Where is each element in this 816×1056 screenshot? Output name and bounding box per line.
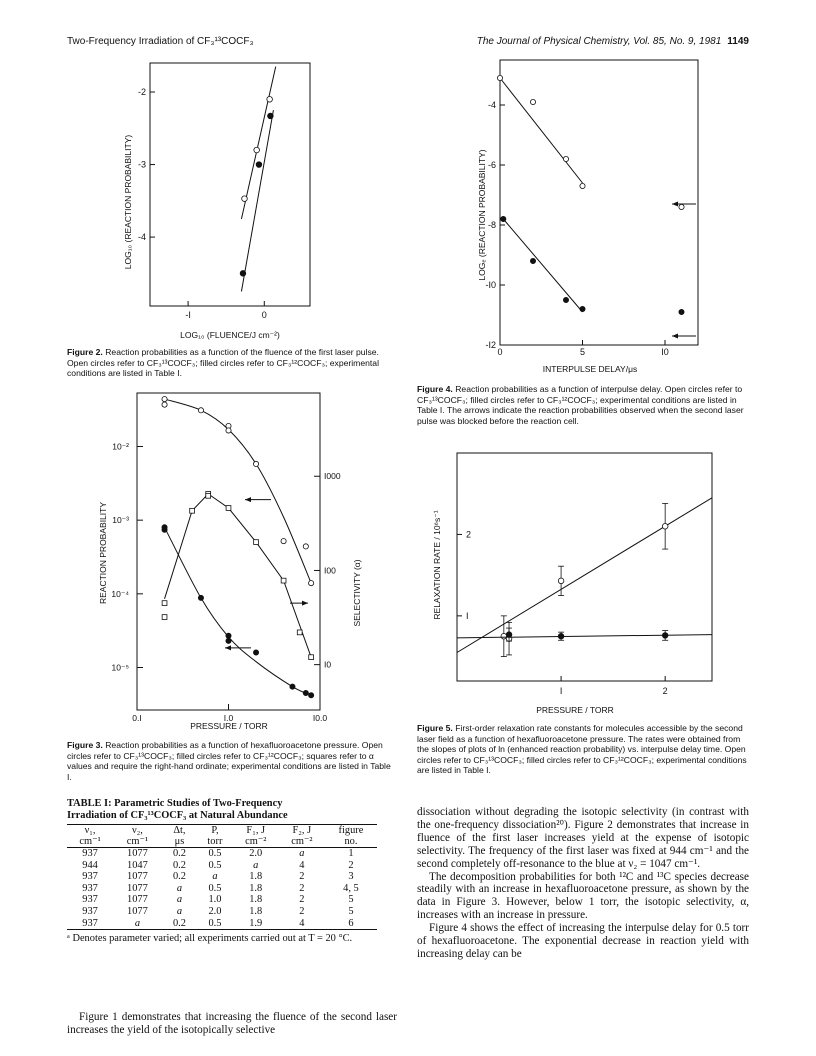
data-point — [226, 428, 231, 433]
y2-tick-label: I000 — [324, 471, 341, 482]
selectivity-line — [165, 494, 312, 657]
x-tick-label: 0.I — [132, 713, 142, 723]
page-number: 1149 — [727, 36, 749, 47]
y-tick-label: I — [466, 610, 469, 621]
figure-5-ylabel: RELAXATION RATE / 10⁶s⁻¹ — [432, 510, 442, 620]
table-cell: 1.9 — [233, 918, 279, 930]
data-point — [254, 540, 259, 545]
table-cell: 1.8 — [249, 882, 263, 894]
table-cell: a — [176, 882, 183, 894]
plot-frame — [137, 393, 320, 710]
figure-2-caption-label: Figure 2. — [67, 347, 103, 357]
y-tick-label: -I0 — [485, 280, 496, 290]
table-1-title-line2: Irradiation of CF₃¹³COCF₃ at Natural Abundance — [67, 810, 288, 821]
table-cell: 1077 — [127, 871, 148, 883]
data-point — [240, 271, 246, 277]
table-cell: 0.5 — [208, 848, 222, 859]
y-tick-label: 10⁻⁵ — [111, 662, 129, 673]
table-cell: 937 — [82, 882, 98, 894]
data-point — [281, 538, 286, 543]
data-point — [309, 693, 314, 698]
table-cell: 6 — [325, 918, 377, 930]
table-cell: a — [299, 848, 305, 859]
data-point — [242, 196, 248, 202]
data-point — [206, 493, 211, 498]
data-point — [226, 506, 231, 511]
figure-3-xlabel: PRESSURE / TORR — [190, 721, 268, 731]
figure-5-caption-label: Figure 5. — [417, 723, 453, 733]
y-tick-label: -6 — [487, 160, 496, 170]
data-point — [297, 630, 302, 635]
data-point — [558, 633, 564, 639]
table-row — [67, 848, 377, 860]
table-cell: 0.2 — [172, 848, 186, 859]
figure-2-chart — [95, 58, 330, 343]
x-tick-label: 5 — [579, 347, 586, 357]
table-cell: 937 — [82, 905, 98, 917]
data-point — [501, 633, 507, 639]
table-header-cell: cm⁻¹ — [67, 836, 113, 848]
x-tick-label: I.0 — [223, 713, 234, 723]
table-cell: 4 — [299, 859, 305, 871]
table-header-cell: cm⁻¹ — [113, 836, 162, 848]
table-cell: 1.0 — [208, 894, 222, 906]
table-cell: 0.5 — [197, 918, 233, 930]
plot-frame — [500, 60, 698, 345]
table-row — [67, 918, 377, 930]
data-point — [580, 306, 585, 311]
table-cell: 5 — [348, 894, 354, 906]
data-point — [190, 508, 195, 513]
table-cell: 1.8 — [249, 871, 263, 883]
table-cell: 0.2 — [162, 918, 197, 930]
table-row — [67, 871, 377, 883]
data-point — [226, 638, 231, 643]
data-point — [506, 632, 512, 638]
data-point — [309, 655, 314, 660]
table-header-cell: F₁, J — [233, 825, 279, 837]
table-cell: 937 — [82, 871, 98, 883]
figure-5-xlabel: PRESSURE / TORR — [536, 705, 614, 715]
filled-fit-curve — [165, 527, 312, 695]
y2-tick-label: I00 — [324, 565, 336, 576]
table-cell: a — [176, 905, 183, 917]
data-point — [226, 633, 231, 638]
data-point — [679, 309, 684, 314]
x-tick-label: I0.0 — [312, 713, 328, 723]
table-cell: 1047 — [127, 859, 148, 871]
data-point — [290, 684, 295, 689]
table-header-row — [67, 825, 377, 837]
data-point — [501, 216, 506, 221]
fit-line — [457, 635, 712, 638]
table-header-cell: μs — [162, 836, 197, 848]
table-header-cell: ν₂, — [113, 825, 162, 837]
figure-4-ylabel: LOGₑ (REACTION PROBABILITY) — [477, 149, 487, 281]
table-cell: 2 — [299, 905, 305, 917]
table-cell: a — [212, 871, 218, 883]
y-tick-label: 10⁻² — [112, 441, 129, 452]
figure-2-caption — [67, 347, 397, 379]
y-tick-label: -2 — [137, 87, 146, 98]
data-point — [162, 615, 167, 620]
table-cell: 1077 — [127, 848, 148, 859]
right-column-text — [417, 806, 749, 961]
figure-5-caption-text: First-order relaxation rate constants for molecules accessible by the second laser field as a function of hexafluoroacetone pressure. The rates were obtained from the slopes of plots of ln (enhanced reaction probability) vs. interpulse delay time. Open circles refer to CF₃¹³COCF₃; filled circles refer to CF₃¹²COCF₃; experimental conditions are listed in Table I. — [417, 723, 747, 776]
data-point — [303, 544, 308, 549]
figure-4-caption-label: Figure 4. — [417, 384, 453, 394]
fit-line — [457, 498, 712, 653]
open-fit-curve — [165, 399, 312, 583]
figure-2-ylabel: LOG₁₀ (REACTION PROBABILITY) — [123, 134, 133, 270]
table-cell: 937 — [82, 894, 98, 906]
figure-3-caption-text: Reaction probabilities as a function of hexafluoroacetone pressure. Open circles refer to CF₃¹³COCF₃; filled circles refer to CF₃¹²COCF₃; squares refer to α values and require the right-hand ordinate; experimental conditions are listed in Table I. — [67, 740, 391, 782]
data-point — [254, 147, 260, 153]
table-cell: 0.2 — [172, 859, 186, 871]
figure-3-ylabel: REACTION PROBABILITY — [98, 501, 108, 605]
arrow-head — [672, 202, 678, 207]
y-tick-label: -8 — [487, 220, 496, 230]
x-tick-label: -I — [185, 310, 191, 320]
table-cell: 1.8 — [249, 894, 263, 906]
table-cell: 944 — [82, 859, 98, 871]
table-cell: 4 — [279, 918, 325, 930]
figure-2-xlabel: LOG₁₀ (FLUENCE/J cm⁻²) — [180, 330, 280, 340]
y2-tick-label: I0 — [324, 659, 332, 670]
table-header-cell: torr — [197, 836, 233, 848]
figure-4-caption — [417, 384, 747, 426]
data-point — [267, 96, 273, 102]
y-tick-label: -4 — [487, 100, 496, 110]
table-header-cell: ν₁, — [67, 825, 113, 837]
data-point — [309, 580, 314, 585]
paragraph: Figure 1 demonstrates that increasing the fluence of the second laser increases the yield of the isotopically selective — [67, 1011, 397, 1036]
x-tick-label: I — [559, 686, 563, 696]
data-point — [268, 113, 274, 119]
table-header-cell: cm⁻² — [233, 836, 279, 848]
figure-4-caption-text: Reaction probabilities as a function of interpulse delay. Open circles refer to CF₃¹³COCF₃; filled circles refer to CF₃¹²COCF₃; experimental conditions are listed in Table I. The arrows indicate the reaction probabilities observed when the second laser pulse was blocked before the reaction cell. — [417, 384, 744, 426]
y-tick-label: 10⁻⁴ — [111, 588, 129, 599]
table-cell: 937 — [67, 918, 113, 930]
fit-line — [503, 219, 582, 312]
data-point — [162, 601, 167, 606]
table-cell: 4, 5 — [343, 882, 359, 894]
figure-5-caption — [417, 723, 747, 776]
arrow-head — [225, 645, 231, 650]
table-header-cell: no. — [325, 836, 377, 848]
table-row — [67, 860, 377, 872]
figure-2-caption-text: Reaction probabilities as a function of the fluence of the first laser pulse. Open circles refer to CF₃¹³COCF₃; filled circles refer to CF₃¹²COCF₃; experimental conditions are listed in Table I. — [67, 347, 379, 379]
arrow-head — [245, 497, 251, 502]
table-cell: 2.0 — [208, 905, 222, 917]
table-cell: 2 — [299, 894, 305, 906]
data-point — [530, 258, 535, 263]
plot-frame — [457, 453, 712, 681]
table-cell: 0.5 — [208, 859, 222, 871]
data-point — [253, 650, 258, 655]
data-point — [253, 461, 258, 466]
paragraph: Figure 4 shows the effect of increasing the interpulse delay for 0.5 torr of hexafluoroacetone. The exponential decrease in reaction yield with increasing delay can be — [417, 922, 749, 960]
table-cell: 1077 — [127, 894, 148, 906]
left-column-text — [67, 1011, 397, 1037]
data-point — [563, 297, 568, 302]
data-point — [679, 204, 684, 209]
paragraph: dissociation without degrading the isotopic selectivity (in contrast with the one-frequency dissociation²⁰). Figure 2 demonstrates that increase in fluence of the first laser increases yield at the expense of isotopic selectivity. The frequency of the first laser was fixed at 944 cm⁻¹ and the second completely off-resonance to the blue at ν₂ = 1047 cm⁻¹. — [417, 806, 749, 870]
data-point — [281, 578, 286, 583]
table-row — [67, 894, 377, 906]
journal-citation: The Journal of Physical Chemistry, Vol. 85, No. 9, 1981 — [476, 36, 722, 47]
fit-line — [500, 78, 583, 183]
data-point — [563, 156, 568, 161]
table-1-grid — [67, 824, 377, 930]
table-header-cell: cm⁻² — [279, 836, 325, 848]
data-point — [162, 402, 167, 407]
y-tick-label: -I2 — [485, 340, 496, 350]
plot-frame — [150, 63, 310, 306]
table-row — [67, 906, 377, 918]
y-tick-label: 2 — [466, 529, 472, 540]
y-tick-label: -4 — [137, 232, 146, 243]
data-point — [530, 99, 535, 104]
table-1-footnote: ᵃ Denotes parameter varied; all experiments carried out at T = 20 °C. — [67, 933, 353, 945]
figure-4-xlabel: INTERPULSE DELAY/μs — [542, 364, 638, 374]
figure-3-caption — [67, 740, 397, 782]
data-point — [580, 183, 585, 188]
data-point — [162, 527, 167, 532]
table-header-row — [67, 836, 377, 848]
y-tick-label: 10⁻³ — [112, 515, 129, 526]
table-cell: 1077 — [127, 905, 148, 917]
table-cell: 1077 — [127, 882, 148, 894]
table-cell: 2 — [348, 859, 354, 871]
paragraph: The decomposition probabilities for both ¹²C and ¹³C species decrease steadily with an increase in hexafluoroacetone pressure, as shown by the data in Figure 3. However, below 1 torr, the isotopic selectivity, α, increases with an increase in pressure. — [417, 870, 749, 922]
x-tick-label: 0 — [261, 310, 267, 320]
arrow-head — [302, 601, 308, 606]
table-row — [67, 883, 377, 895]
table-cell: 1.8 — [249, 905, 263, 917]
figure-3-chart — [95, 388, 385, 733]
figure-5-chart — [420, 448, 720, 718]
data-point — [558, 578, 564, 584]
arrow-head — [672, 334, 678, 339]
data-point — [198, 595, 203, 600]
figure-4-chart — [470, 55, 710, 385]
table-header-cell: figure — [325, 825, 377, 837]
table-1 — [67, 798, 397, 945]
table-cell: 2.0 — [249, 848, 263, 859]
table-header-cell: F₂, J — [279, 825, 325, 837]
data-point — [162, 396, 167, 401]
running-header-right — [477, 36, 749, 47]
table-cell: 5 — [348, 905, 354, 917]
table-cell: 2 — [299, 871, 305, 883]
x-tick-label: I0 — [661, 347, 669, 357]
running-header-left: Two-Frequency Irradiation of CF₃¹³COCF₃ — [67, 36, 254, 47]
data-point — [497, 75, 502, 80]
table-cell: a — [176, 894, 183, 906]
table-1-title-line1: TABLE I: Parametric Studies of Two-Frequency — [67, 798, 283, 809]
table-cell: 1 — [348, 848, 354, 859]
data-point — [256, 162, 262, 168]
x-tick-label: 2 — [662, 686, 668, 696]
table-cell: 0.5 — [208, 882, 222, 894]
table-header-cell: Δt, — [162, 825, 197, 837]
data-point — [198, 408, 203, 413]
table-cell: 937 — [82, 848, 98, 859]
table-cell: a — [253, 859, 259, 871]
table-cell: 0.2 — [172, 871, 186, 883]
figure-3-y2label: SELECTIVITY (α) — [352, 559, 362, 627]
data-point — [662, 523, 668, 529]
table-cell: 3 — [348, 871, 354, 883]
table-cell: 2 — [299, 882, 305, 894]
data-point — [303, 690, 308, 695]
table-header-cell: P, — [197, 825, 233, 837]
data-point — [662, 633, 668, 639]
table-cell: a — [113, 918, 162, 930]
y-tick-label: -3 — [137, 159, 146, 170]
figure-3-caption-label: Figure 3. — [67, 740, 103, 750]
x-tick-label: 0 — [497, 347, 503, 357]
